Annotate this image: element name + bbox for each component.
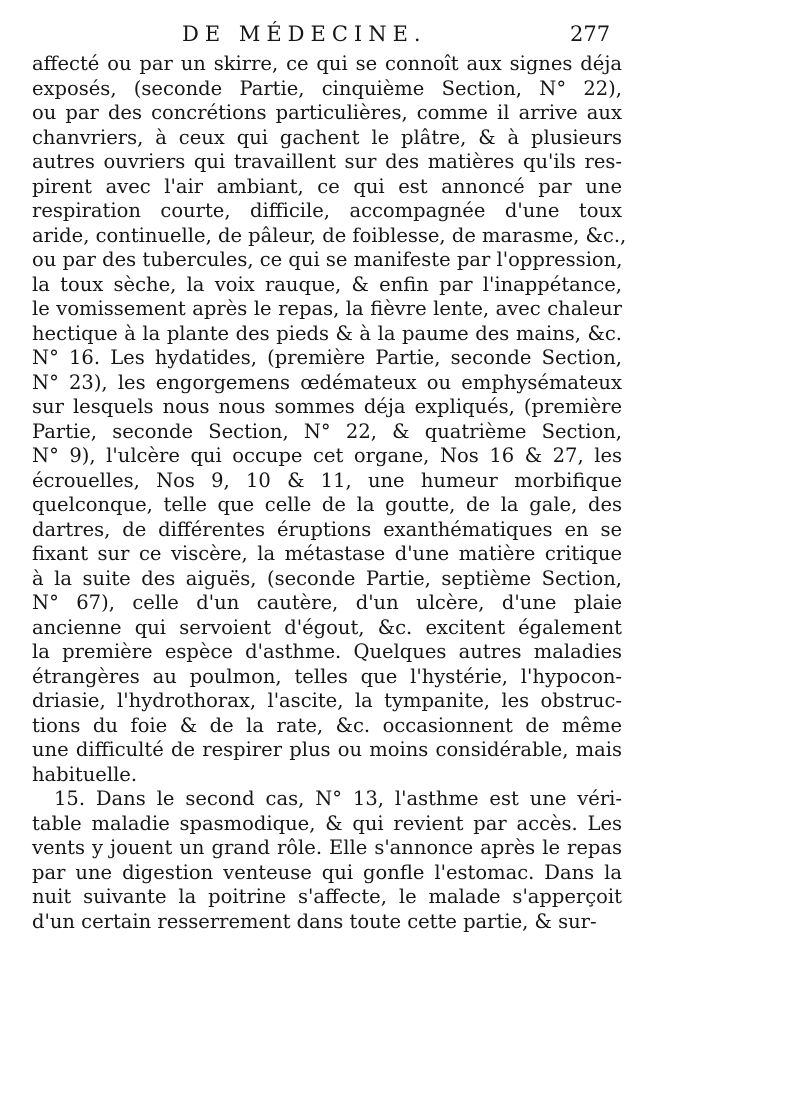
text-line: driasie, l'hydrothorax, l'ascite, la tympanite, les obstruc- [32, 689, 622, 712]
page-number: 277 [570, 22, 611, 46]
text-line: dartres, de différentes éruptions exanthématiques en se [32, 517, 622, 541]
text-line: la toux sèche, la voix rauque, & enfin par l'inappétance, [32, 272, 622, 296]
text-line: à la suite des aiguës, (seconde Partie, septième Section, [32, 566, 622, 590]
text-line: tions du foie & de la rate, &c. occasionnent de même [32, 713, 622, 737]
text-line: nuit suivante la poitrine s'affecte, le malade s'apperçoit [32, 885, 622, 908]
text-line: autres ouvriers qui travaillent sur des matières qu'ils res- [32, 150, 622, 173]
text-line: table maladie spasmodique, & qui revient par accès. Les [32, 811, 622, 835]
text-line: ancienne qui servoient d'égout, &c. excitent également [32, 615, 622, 639]
body-text [32, 52, 627, 934]
text-line: N° 16. Les hydatides, (première Partie, seconde Section, [32, 346, 622, 369]
text-line: ou par des tubercules, ce qui se manifeste par l'oppression, [32, 248, 623, 271]
text-line: écrouelles, Nos 9, 10 & 11, une humeur morbifique [32, 468, 622, 492]
text-line: hectique à la plante des pieds & à la paume des mains, &c. [32, 321, 622, 345]
text-line: ou par des concrétions particulières, comme il arrive aux [32, 101, 622, 124]
text-line: 15. Dans le second cas, N° 13, l'asthme est une véri- [54, 787, 622, 810]
text-line: N° 9), l'ulcère qui occupe cet organe, Nos 16 & 27, les [32, 444, 622, 467]
text-line: le vomissement après le repas, la fièvre lente, avec chaleur [32, 297, 622, 320]
text-line: quelconque, telle que celle de la goutte, de la gale, des [32, 493, 622, 516]
text-line: aride, continuelle, de pâleur, de foiblesse, de marasme, &c., [32, 223, 627, 247]
text-line: fixant sur ce viscère, la métastase d'une matière critique [32, 542, 622, 565]
text-line: habituelle. [32, 762, 138, 786]
text-line: par une digestion venteuse qui gonfle l'estomac. Dans la [32, 860, 622, 884]
text-line: étrangères au poulmon, telles que l'hystérie, l'hypocon- [32, 664, 622, 688]
text-line: respiration courte, difficile, accompagnée d'une toux [32, 199, 622, 222]
text-line: pirent avec l'air ambiant, ce qui est annoncé par une [32, 174, 622, 198]
text-line: la première espèce d'asthme. Quelques autres maladies [32, 640, 622, 663]
text-line: exposés, (seconde Partie, cinquième Section, N° 22), [32, 76, 622, 100]
text-line: vents y jouent un grand rôle. Elle s'annonce après le repas [32, 836, 622, 859]
text-line: Partie, seconde Section, N° 22, & quatrième Section, [32, 419, 622, 443]
text-line: N° 67), celle d'un cautère, d'un ulcère, d'une plaie [32, 591, 622, 614]
running-head [0, 18, 800, 54]
text-line: une difficulté de respirer plus ou moins considérable, mais [32, 738, 622, 761]
running-title: DE MÉDECINE. [182, 22, 427, 46]
text-line: N° 23), les engorgemens œdémateux ou emphysémateux [32, 370, 622, 394]
text-line: affecté ou par un skirre, ce qui se connoît aux signes déja [32, 52, 622, 75]
text-line: d'un certain resserrement dans toute cette partie, & sur- [32, 909, 597, 933]
text-line: sur lesquels nous nous sommes déja expliqués, (première [32, 395, 622, 418]
text-line: chanvriers, à ceux qui gachent le plâtre, & à plusieurs [32, 125, 622, 149]
